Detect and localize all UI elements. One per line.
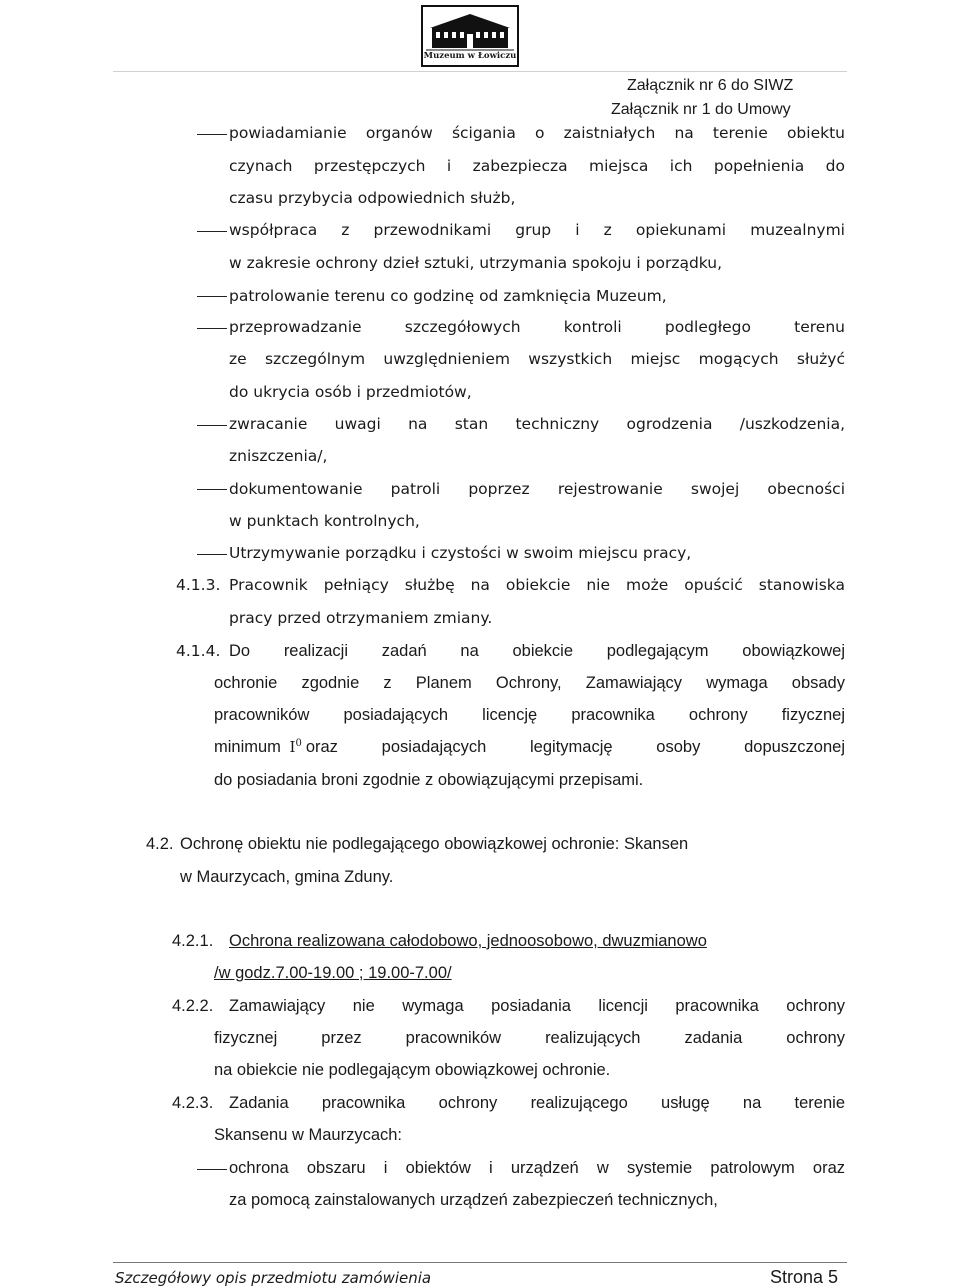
paragraph-line: fizycznej przez pracowników realizujących zadania ochrony bbox=[214, 1029, 845, 1047]
list-item: Utrzymywanie porządku i czystości w swoim miejscu pracy, bbox=[229, 544, 692, 562]
paragraph-line: pracowników posiadających licencję pracownika ochrony fizycznej bbox=[214, 706, 845, 724]
paragraph-line: ochronie zgodnie z Planem Ochrony, Zamawiający wymaga obsady bbox=[214, 674, 845, 692]
paragraph-line: Ochronę obiektu nie podlegającego obowiązkowej ochronie: Skansen bbox=[180, 835, 689, 853]
dash-bullet-icon bbox=[197, 425, 227, 426]
text-fragment: minimum bbox=[214, 738, 286, 756]
list-item: dokumentowanie patroli poprzez rejestrowanie swojej obecności bbox=[229, 480, 845, 498]
paragraph-line: do posiadania broni zgodnie z obowiązującymi przepisami. bbox=[214, 771, 644, 789]
footer-document-title: Szczegółowy opis przedmiotu zamówienia bbox=[115, 1269, 432, 1287]
section-number: 4.1.3. bbox=[176, 576, 221, 594]
dash-bullet-icon bbox=[197, 554, 227, 555]
dash-bullet-icon bbox=[197, 134, 227, 135]
list-item: do ukrycia osób i przedmiotów, bbox=[229, 383, 472, 401]
text-fragment: oraz posiadających legitymację osoby dopuszczonej bbox=[305, 738, 845, 756]
paragraph-line: /w godz.7.00-19.00 ; 19.00-7.00/ bbox=[214, 964, 452, 982]
list-item: patrolowanie terenu co godzinę od zamknięcia Muzeum, bbox=[229, 287, 667, 305]
license-level bbox=[290, 736, 302, 758]
attachment-label-siwz: Załącznik nr 6 do SIWZ bbox=[627, 77, 794, 94]
list-item: czynach przestępczych i zabezpiecza miejsca ich popełnienia do bbox=[229, 157, 845, 175]
paragraph-line: Pracownik pełniący służbę na obiekcie nie może opuścić stanowiska bbox=[229, 576, 845, 594]
paragraph-line: Skansenu w Maurzycach: bbox=[214, 1126, 403, 1144]
section-number: 4.2. bbox=[146, 835, 174, 853]
paragraph-line: Zadania pracownika ochrony realizującego usługę na terenie bbox=[229, 1094, 845, 1112]
paragraph-line: pracy przed otrzymaniem zmiany. bbox=[229, 609, 493, 627]
dash-bullet-icon bbox=[197, 296, 227, 297]
header-divider bbox=[113, 71, 847, 72]
list-item: zniszczenia/, bbox=[229, 447, 328, 465]
list-item: przeprowadzanie szczegółowych kontroli podległego terenu bbox=[229, 318, 845, 336]
list-item: powiadamianie organów ścigania o zaistniałych na terenie obiektu bbox=[229, 124, 845, 142]
section-number: 4.1.4. bbox=[176, 642, 221, 660]
section-number: 4.2.1. bbox=[172, 932, 214, 950]
dash-bullet-icon bbox=[197, 231, 227, 232]
list-item: za pomocą zainstalowanych urządzeń zabezpieczeń technicznych, bbox=[229, 1191, 718, 1209]
paragraph-line: Zamawiający nie wymaga posiadania licencji pracownika ochrony bbox=[229, 997, 845, 1015]
list-item: współpraca z przewodnikami grup i z opiekunami muzealnymi bbox=[229, 221, 845, 239]
list-item: w punktach kontrolnych, bbox=[229, 512, 420, 530]
logo-caption: Muzeum w Łowiczu bbox=[423, 51, 517, 61]
paragraph-line: na obiekcie nie podlegającym obowiązkowej ochronie. bbox=[214, 1061, 611, 1079]
paragraph-line: Do realizacji zadań na obiekcie podlegającym obowiązkowej bbox=[229, 642, 845, 660]
list-item: ze szczególnym uwzględnieniem wszystkich miejsc mogących służyć bbox=[229, 350, 845, 368]
list-item: ochrona obszaru i obiektów i urządzeń w systemie patrolowym oraz bbox=[229, 1159, 845, 1177]
museum-logo bbox=[420, 4, 520, 68]
list-item: czasu przybycia odpowiednich służb, bbox=[229, 189, 516, 207]
dash-bullet-icon bbox=[197, 328, 227, 329]
paragraph-line: Ochrona realizowana całodobowo, jednoosobowo, dwuzmianowo bbox=[229, 932, 707, 950]
paragraph-line: w Maurzycach, gmina Zduny. bbox=[180, 868, 394, 886]
footer-divider bbox=[113, 1262, 847, 1263]
list-item: zwracanie uwagi na stan techniczny ogrodzenia /uszkodzenia, bbox=[229, 415, 845, 433]
paragraph-line bbox=[214, 736, 845, 758]
license-superscript: 0 bbox=[295, 738, 302, 749]
page-number: Strona 5 bbox=[770, 1267, 839, 1287]
dash-bullet-icon bbox=[197, 1169, 227, 1170]
section-number: 4.2.3. bbox=[172, 1094, 214, 1112]
dash-bullet-icon bbox=[197, 489, 227, 490]
list-item: w zakresie ochrony dzieł sztuki, utrzymania spokoju i porządku, bbox=[229, 254, 723, 272]
license-roman: I bbox=[289, 738, 296, 756]
attachment-label-umowa: Załącznik nr 1 do Umowy bbox=[611, 101, 791, 118]
section-number: 4.2.2. bbox=[172, 997, 214, 1015]
